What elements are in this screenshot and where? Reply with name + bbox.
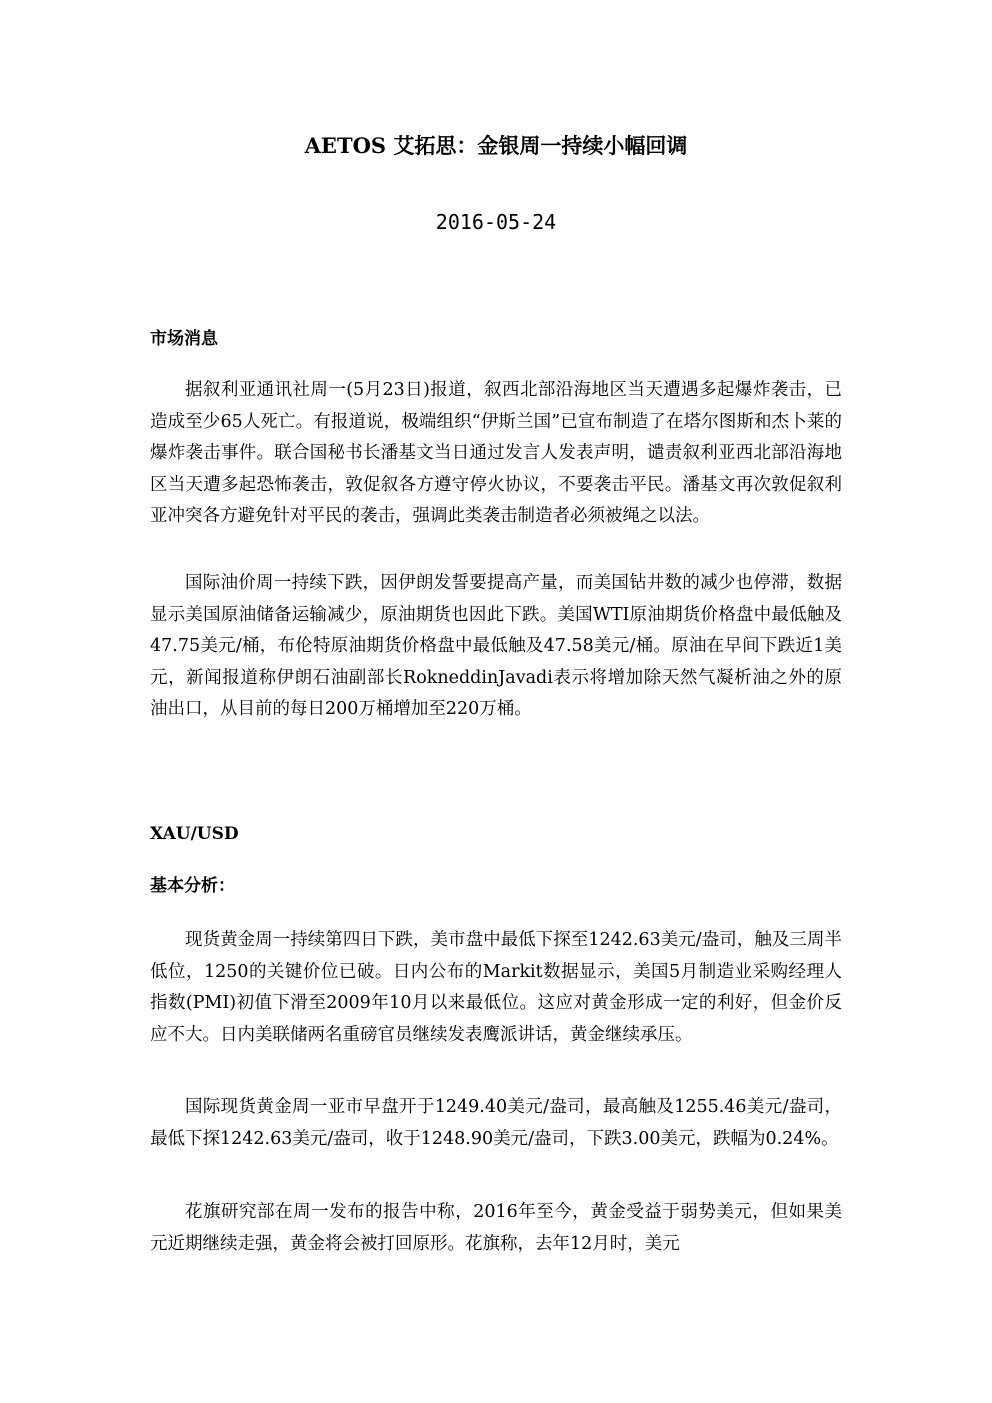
section-heading-xauusd: XAU/USD bbox=[150, 824, 239, 844]
document-title: AETOS 艾拓思：金银周一持续小幅回调 bbox=[304, 133, 688, 158]
paragraph-oil-prices: 国际油价周一持续下跌，因伊朗发誓要提高产量，而美国钻井数的减少也停滞，数据显示美国原油储备运输减少，原油期货也因此下跌。美国WTI原油期货价格盘中最低触及47.75美元/桶，布伦特原油期货价格盘中最低触及47.58美元/桶。原油在早间下跌近1美元，新闻报道称伊朗石油副部长RokneddinJavadi表示将增加除天然气凝析油之外的原油出口，从目前的每日200万桶增加至220万桶。 bbox=[150, 573, 842, 720]
paragraph-gold-prices: 国际现货黄金周一亚市早盘开于1249.40美元/盎司，最高触及1255.46美元/盎司，最低下探1242.63美元/盎司，收于1248.90美元/盎司，下跌3.00美元，跌幅为0.24%。 bbox=[150, 1097, 842, 1149]
paragraph-citi-report: 花旗研究部在周一发布的报告中称，2016年至今，黄金受益于弱势美元，但如果美元近期继续走强，黄金将会被打回原形。花旗称，去年12月时，美元 bbox=[150, 1202, 842, 1254]
paragraph-gold-decline: 现货黄金周一持续第四日下跌，美市盘中最低下探至1242.63美元/盎司，触及三周半低位，1250的关键价位已破。日内公布的Markit数据显示，美国5月制造业采购经理人指数(PMI)初值下滑至2009年10月以来最低位。这应对黄金形成一定的利好，但金价反应不大。日内美联储两名重磅官员继续发表鹰派讲话，黄金继续承压。 bbox=[150, 930, 842, 1045]
document-date: 2016-05-24 bbox=[435, 210, 557, 234]
paragraph-syria-attacks: 据叙利亚通讯社周一(5月23日)报道，叙西北部沿海地区当天遭遇多起爆炸袭击，已造成至少65人死亡。有报道说，极端组织“伊斯兰国”已宣布制造了在塔尔图斯和杰卜莱的爆炸袭击事件。联合国秘书长潘基文当日通过发言人发表声明，谴责叙利亚西北部沿海地区当天遭多起恐怖袭击，敦促叙各方遵守停火协议，不要袭击平民。潘基文再次敦促叙利亚冲突各方避免针对平民的袭击，强调此类袭击制造者必须被绳之以法。 bbox=[150, 380, 842, 527]
subheading-fundamental-analysis: 基本分析： bbox=[150, 876, 235, 896]
section-heading-market-news: 市场消息 bbox=[150, 329, 218, 349]
